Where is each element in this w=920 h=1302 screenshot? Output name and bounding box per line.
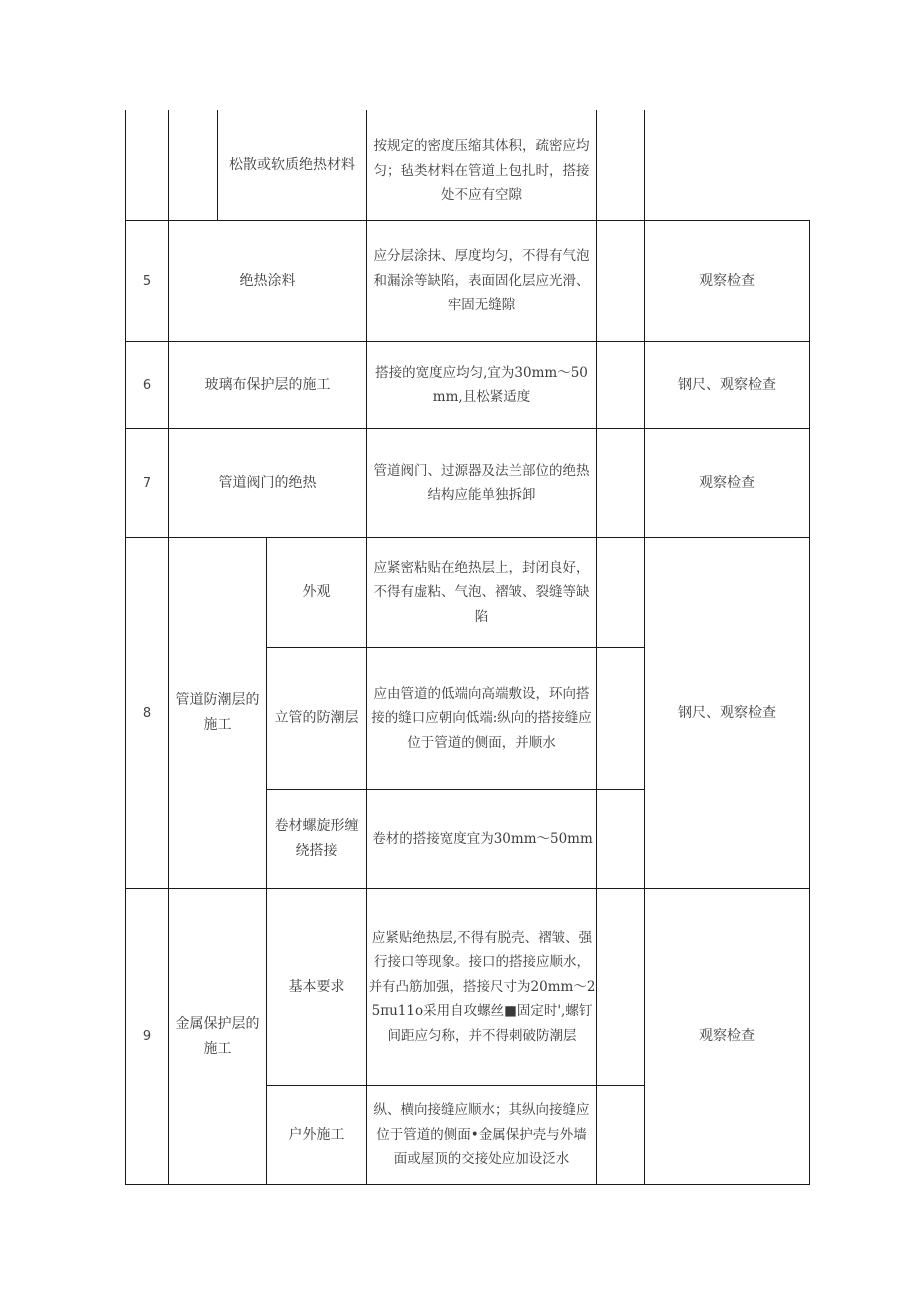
item-moisture-barrier: 管道防潮层的施工 bbox=[175, 692, 260, 733]
grid-line bbox=[125, 428, 810, 429]
sub-item-appearance: 外观 bbox=[302, 584, 331, 600]
sub-item-outdoor-construction: 户外施工 bbox=[288, 1126, 345, 1143]
requirement-loose-material: 按规定的密度压缩其体积，疏密应均匀；毡类材料在管道上包扎时，搭接处不应有空隙 bbox=[373, 138, 590, 204]
method-row-9: 观察检查 bbox=[699, 1028, 755, 1044]
grid-line bbox=[125, 110, 126, 1185]
grid-line bbox=[125, 341, 810, 342]
row-number-9: 9 bbox=[142, 1029, 152, 1044]
row-number-7: 7 bbox=[142, 475, 152, 491]
grid-line bbox=[125, 220, 810, 221]
requirement-spiral-wrap-overlap: 卷材的搭接宽度宜为30mm～50mm bbox=[372, 830, 593, 847]
requirement-glass-cloth-protection: 搭接的宽度应均匀,宜为30mm～50mm,且松紧适度 bbox=[375, 364, 588, 405]
requirement-insulation-coating: 应分层涂抹、厚度均匀，不得有气泡和漏涂等缺陷，表面固化层应光滑、牢固无缝隙 bbox=[373, 248, 590, 314]
grid-line bbox=[125, 888, 810, 889]
row-number-8: 8 bbox=[142, 705, 152, 721]
requirement-outdoor-construction: 纵、横向接缝应顺水；其纵向接缝应位于管道的侧面•金属保护壳与外墙面或屋顶的交接处应加设泛水 bbox=[373, 1102, 590, 1168]
grid-line bbox=[168, 110, 169, 1185]
requirement-vertical-pipe-barrier: 应由管道的低端向高端敷设，环向搭接的缝口应朝向低端:纵向的搭接缝应位于管道的侧面，并顺水 bbox=[371, 685, 592, 751]
sub-item-basic-requirements: 基本要求 bbox=[288, 978, 345, 995]
method-row-7: 观察检查 bbox=[699, 474, 755, 491]
row-number-6: 6 bbox=[142, 377, 152, 393]
row-number-5: 5 bbox=[142, 273, 152, 289]
requirement-valve-insulation: 管道阀门、过源器及法兰部位的绝热结构应能单独拆卸 bbox=[373, 462, 590, 503]
item-insulation-coating: 绝热涂料 bbox=[239, 272, 296, 289]
requirement-appearance: 应紧密粘贴在绝热层上，封闭良好，不得有虚粘、气泡、褶皱、裂缝等缺陷 bbox=[373, 559, 590, 625]
sub-item-vertical-pipe-barrier: 立管的防潮层 bbox=[274, 710, 359, 726]
grid-line bbox=[125, 537, 810, 538]
method-row-5: 观察检查 bbox=[699, 272, 755, 289]
item-loose-material: 松散或软质绝热材料 bbox=[229, 156, 355, 173]
method-row-8: 钢尺、观察检查 bbox=[678, 704, 776, 721]
grid-line bbox=[266, 538, 267, 1185]
item-glass-cloth-protection: 玻璃布保护层的施工 bbox=[204, 376, 331, 393]
grid-line bbox=[266, 1085, 645, 1086]
grid-line bbox=[266, 647, 645, 648]
requirement-basic-requirements: 应紧贴绝热层,不得有脱壳、褶皱、强行接口等现象。接口的搭接应顺水，并有凸筋加强，搭接尺寸为20mm～25πu11o采用自攻螺丝■固定时',螺钉间距应匀称，并不得刺破防潮层 bbox=[368, 929, 596, 1044]
grid-line bbox=[125, 1184, 810, 1185]
grid-line bbox=[266, 789, 645, 790]
grid-line bbox=[809, 221, 810, 1185]
method-row-6: 钢尺、观察检查 bbox=[678, 376, 776, 393]
sub-item-spiral-wrap-overlap: 卷材螺旋形缠绕搭接 bbox=[274, 818, 359, 859]
grid-line bbox=[217, 110, 218, 221]
item-valve-insulation: 管道阀门的绝热 bbox=[218, 474, 317, 491]
item-metal-protection: 金属保护层的施工 bbox=[175, 1015, 260, 1057]
